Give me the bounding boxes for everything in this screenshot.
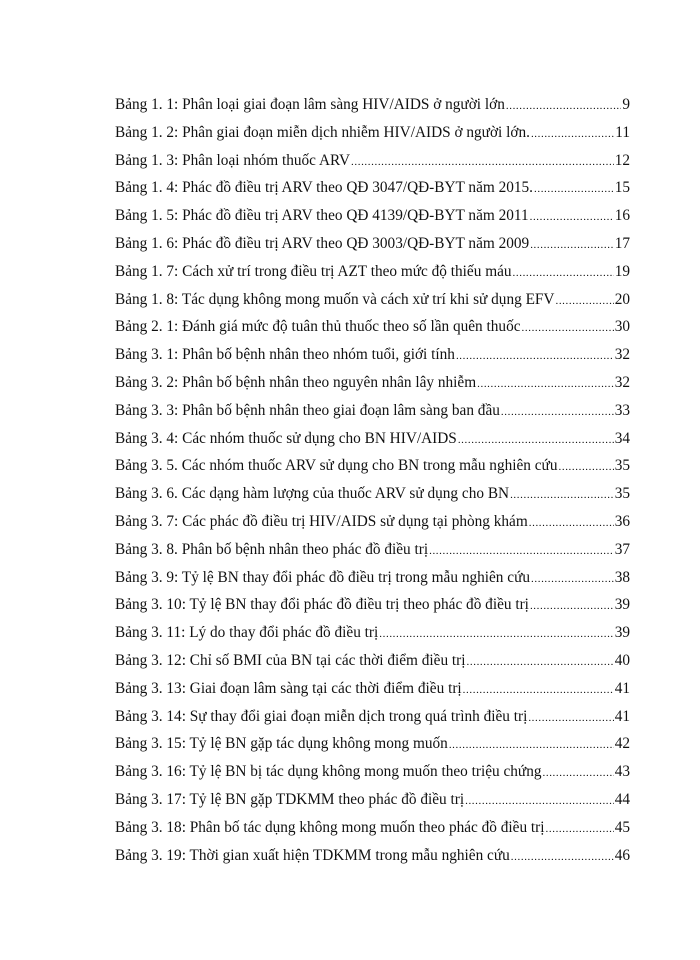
toc-entry-page-number: 44 xyxy=(614,790,630,808)
toc-entry-page-number: 33 xyxy=(614,401,630,419)
toc-dot-leader xyxy=(546,823,614,835)
toc-entry-page-number: 34 xyxy=(614,429,630,447)
toc-entry[interactable] xyxy=(115,374,630,402)
toc-entry-title: Bảng 3. 17: Tỷ lệ BN gặp TDKMM theo phác đồ điều trị xyxy=(115,790,465,808)
toc-entry-title: Bảng 1. 3: Phân loại nhóm thuốc ARV xyxy=(115,151,351,169)
toc-entry-title: Bảng 3. 6. Các dạng hàm lượng của thuốc ARV sử dụng cho BN xyxy=(115,485,510,503)
toc-dot-leader xyxy=(513,267,614,279)
toc-entry[interactable] xyxy=(115,207,630,235)
toc-entry[interactable] xyxy=(115,263,630,291)
toc-dot-leader xyxy=(351,156,614,168)
toc-entry-title: Bảng 3. 18: Phân bố tác dụng không mong muốn theo phác đồ điều trị xyxy=(115,818,545,836)
toc-entry-title: Bảng 1. 2: Phân giai đoạn miễn dịch nhiễm HIV/AIDS ở người lớn. xyxy=(115,123,530,141)
toc-entry-title: Bảng 3. 11: Lý do thay đổi phác đồ điều trị xyxy=(115,624,379,642)
toc-dot-leader xyxy=(429,545,614,557)
toc-entry-page-number: 43 xyxy=(614,763,630,781)
toc-entry-page-number: 32 xyxy=(614,373,630,391)
toc-entry-title: Bảng 3. 4: Các nhóm thuốc sử dụng cho BN HIV/AIDS xyxy=(115,429,457,447)
toc-dot-leader xyxy=(458,434,614,446)
toc-dot-leader xyxy=(530,211,614,223)
toc-dot-leader xyxy=(543,767,614,779)
toc-entry[interactable] xyxy=(115,402,630,430)
toc-entry[interactable] xyxy=(115,152,630,180)
toc-entry[interactable] xyxy=(115,318,630,346)
toc-dot-leader xyxy=(522,322,614,334)
toc-entry-page-number: 17 xyxy=(614,234,630,252)
toc-entry-title: Bảng 3. 3: Phân bố bệnh nhân theo giai đoạn lâm sàng ban đầu xyxy=(115,401,500,419)
toc-dot-leader xyxy=(449,739,614,751)
toc-entry-page-number: 30 xyxy=(614,318,630,336)
toc-entry-page-number: 45 xyxy=(614,818,630,836)
toc-entry-page-number: 16 xyxy=(614,207,630,225)
toc-entry-page-number: 35 xyxy=(614,457,630,475)
toc-entry-title: Bảng 3. 9: Tỷ lệ BN thay đổi phác đồ điều trị trong mẫu nghiên cứu xyxy=(115,568,531,586)
toc-entry[interactable] xyxy=(115,513,630,541)
toc-entry[interactable] xyxy=(115,708,630,736)
toc-entry[interactable] xyxy=(115,430,630,458)
toc-entry-title: Bảng 1. 4: Phác đồ điều trị ARV theo QĐ 3047/QĐ-BYT năm 2015. xyxy=(115,179,533,197)
toc-entry-page-number: 12 xyxy=(614,151,630,169)
toc-entry-title: Bảng 3. 10: Tỷ lệ BN thay đổi phác đồ điều trị theo phác đồ điều trị xyxy=(115,596,529,614)
toc-entry-page-number: 41 xyxy=(614,679,630,697)
toc-entry-title: Bảng 3. 7: Các phác đồ điều trị HIV/AIDS sử dụng tại phòng khám xyxy=(115,512,528,530)
toc-entry-page-number: 39 xyxy=(614,596,630,614)
toc-entry-page-number: 38 xyxy=(614,568,630,586)
toc-entry-title: Bảng 2. 1: Đánh giá mức độ tuân thủ thuốc theo số lần quên thuốc xyxy=(115,318,521,336)
toc-dot-leader xyxy=(477,378,614,390)
toc-dot-leader xyxy=(534,183,614,195)
toc-entry[interactable] xyxy=(115,179,630,207)
toc-dot-leader xyxy=(510,489,614,501)
toc-entry-page-number: 46 xyxy=(614,846,630,864)
toc-entry-title: Bảng 3. 13: Giai đoạn lâm sàng tại các thời điểm điều trị xyxy=(115,679,462,697)
toc-entry[interactable] xyxy=(115,541,630,569)
toc-dot-leader xyxy=(511,851,614,863)
toc-entry[interactable] xyxy=(115,96,630,124)
toc-dot-leader xyxy=(463,684,614,696)
toc-entry-title: Bảng 1. 7: Cách xử trí trong điều trị AZT theo mức độ thiếu máu xyxy=(115,262,512,280)
toc-entry-title: Bảng 3. 14: Sự thay đổi giai đoạn miễn dịch trong quá trình điều trị xyxy=(115,707,528,725)
toc-dot-leader xyxy=(528,712,613,724)
toc-entry[interactable] xyxy=(115,847,630,875)
toc-entry-page-number: 42 xyxy=(614,735,630,753)
toc-entry-title: Bảng 3. 12: Chỉ số BMI của BN tại các thời điểm điều trị xyxy=(115,651,466,669)
toc-dot-leader xyxy=(530,239,614,251)
toc-entry-title: Bảng 3. 16: Tỷ lệ BN bị tác dụng không mong muốn theo triệu chứng xyxy=(115,763,542,781)
toc-dot-leader xyxy=(379,628,613,640)
toc-dot-leader xyxy=(531,573,614,585)
toc-entry-page-number: 19 xyxy=(614,262,630,280)
toc-entry-title: Bảng 3. 1: Phân bố bệnh nhân theo nhóm tuổi, giới tính xyxy=(115,346,455,364)
toc-dot-leader xyxy=(465,795,614,807)
toc-entry[interactable] xyxy=(115,124,630,152)
toc-entry[interactable] xyxy=(115,791,630,819)
toc-entry-page-number: 9 xyxy=(622,96,630,113)
toc-entry[interactable] xyxy=(115,291,630,319)
toc-dot-leader xyxy=(467,656,614,668)
toc-dot-leader xyxy=(530,600,614,612)
table-of-contents-list xyxy=(115,96,630,874)
toc-entry-page-number: 32 xyxy=(614,346,630,364)
toc-entry[interactable] xyxy=(115,485,630,513)
toc-entry[interactable] xyxy=(115,624,630,652)
toc-entry[interactable] xyxy=(115,569,630,597)
toc-entry-title: Bảng 1. 1: Phân loại giai đoạn lâm sàng HIV/AIDS ở người lớn xyxy=(115,96,505,113)
toc-entry-page-number: 40 xyxy=(614,651,630,669)
toc-dot-leader xyxy=(506,100,621,112)
toc-entry-page-number: 15 xyxy=(614,179,630,197)
toc-dot-leader xyxy=(531,128,614,140)
toc-entry-title: Bảng 1. 8: Tác dụng không mong muốn và cách xử trí khi sử dụng EFV xyxy=(115,290,555,308)
toc-entry[interactable] xyxy=(115,652,630,680)
toc-entry-page-number: 39 xyxy=(614,624,630,642)
toc-entry-title: Bảng 3. 5. Các nhóm thuốc ARV sử dụng cho BN trong mẫu nghiên cứu xyxy=(115,457,558,475)
toc-entry-page-number: 41 xyxy=(614,707,630,725)
toc-entry[interactable] xyxy=(115,596,630,624)
toc-dot-leader xyxy=(559,461,614,473)
toc-entry-page-number: 37 xyxy=(614,540,630,558)
toc-entry-page-number: 36 xyxy=(614,512,630,530)
toc-entry[interactable] xyxy=(115,457,630,485)
toc-entry-title: Bảng 1. 6: Phác đồ điều trị ARV theo QĐ 3003/QĐ-BYT năm 2009 xyxy=(115,234,530,252)
toc-entry-title: Bảng 3. 8. Phân bố bệnh nhân theo phác đồ điều trị xyxy=(115,540,429,558)
toc-entry-page-number: 11 xyxy=(615,123,630,141)
toc-entry[interactable] xyxy=(115,346,630,374)
toc-dot-leader xyxy=(456,350,614,362)
toc-entry-page-number: 20 xyxy=(614,290,630,308)
toc-entry[interactable] xyxy=(115,235,630,263)
toc-entry-title: Bảng 3. 2: Phân bố bệnh nhân theo nguyên nhân lây nhiễm xyxy=(115,373,477,391)
toc-dot-leader xyxy=(555,295,613,307)
toc-entry-page-number: 35 xyxy=(614,485,630,503)
toc-entry-title: Bảng 3. 19: Thời gian xuất hiện TDKMM trong mẫu nghiên cứu xyxy=(115,846,510,864)
toc-entry[interactable] xyxy=(115,819,630,847)
toc-dot-leader xyxy=(529,517,614,529)
toc-dot-leader xyxy=(501,406,614,418)
toc-entry-title: Bảng 3. 15: Tỷ lệ BN gặp tác dụng không mong muốn xyxy=(115,735,448,753)
toc-entry[interactable] xyxy=(115,763,630,791)
toc-entry[interactable] xyxy=(115,735,630,763)
toc-entry[interactable] xyxy=(115,680,630,708)
toc-entry-title: Bảng 1. 5: Phác đồ điều trị ARV theo QĐ 4139/QĐ-BYT năm 2011 xyxy=(115,207,529,225)
